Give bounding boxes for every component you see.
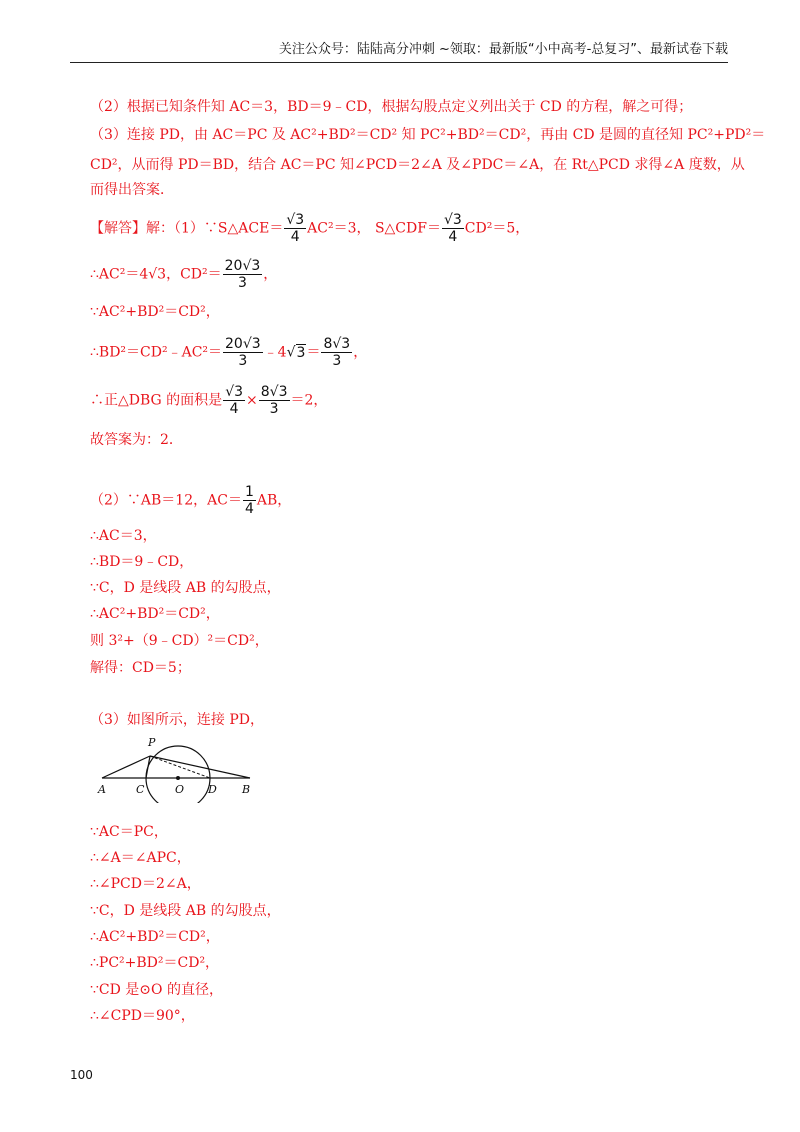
fraction-denominator: 4 bbox=[448, 229, 458, 245]
fraction-sqrt3-over-4-c bbox=[223, 384, 245, 417]
fraction-8sqrt3-over-3-b bbox=[259, 384, 290, 417]
fraction-8sqrt3-over-3 bbox=[321, 336, 352, 369]
fraction-sqrt3-over-4 bbox=[284, 212, 306, 245]
solution-line5: ∴正△DBG 的面积是 $\frac{√3}{4}$ × $\frac{8√3}{3}$ ＝2， bbox=[90, 384, 328, 417]
part3-line5: ∵C，D 是线段 AB 的勾股点， bbox=[90, 903, 281, 919]
analysis-part3-line3: 而得出答案． bbox=[90, 182, 174, 198]
part2-line5: ∴AC²+BD²＝CD²， bbox=[90, 606, 220, 622]
segment-pb bbox=[150, 756, 250, 778]
fraction-numerator: √3 bbox=[443, 212, 462, 228]
part2-line7: 解得：CD＝5； bbox=[90, 660, 191, 676]
part2-given: （2）∵AB＝12，AC＝ bbox=[90, 492, 242, 509]
segment-pc bbox=[146, 756, 150, 778]
label-b: B bbox=[242, 783, 251, 796]
bd2-expression: ∴BD²＝CD²﹣AC²＝ bbox=[90, 344, 223, 361]
fraction-1-over-4 bbox=[243, 484, 256, 517]
solution-line3: ∵AC²+BD²＝CD²， bbox=[90, 304, 220, 320]
page-number: 100 bbox=[70, 1068, 93, 1082]
part3-line9: ∴∠CPD＝90°， bbox=[90, 1008, 195, 1024]
solution-line1 bbox=[90, 212, 728, 245]
fraction-numerator: √3 bbox=[225, 384, 244, 400]
area-result: ＝2， bbox=[290, 392, 328, 409]
fraction-numerator: 8√3 bbox=[323, 336, 351, 352]
fraction-denominator: 3 bbox=[238, 275, 247, 291]
part2-line4: ∵C，D 是线段 AB 的勾股点， bbox=[90, 580, 281, 596]
ac2-eq-3: AC²＝3， bbox=[307, 220, 371, 237]
solution-line2: ∴AC²＝4√3，CD²＝ $\frac{20√3}{3}$ ， bbox=[90, 258, 278, 291]
page-header bbox=[70, 40, 728, 63]
analysis-part3-line1: （3）连接 PD，由 AC＝PC 及 AC²+BD²＝CD² 知 PC²+BD²＝CD²，再由 CD 是圆的直径知 PC²+PD²＝ bbox=[90, 127, 766, 143]
fraction-denominator: 4 bbox=[229, 401, 239, 417]
fraction-numerator: 8√3 bbox=[260, 384, 288, 400]
geometry-diagram bbox=[90, 733, 265, 803]
segment-ap bbox=[102, 756, 150, 778]
solution-prefix: 解：（1）∵ bbox=[146, 220, 218, 237]
part3-line2: ∵AC＝PC， bbox=[90, 824, 168, 840]
area-label: ∴正△DBG 的面积是 bbox=[90, 392, 223, 409]
part2-line1 bbox=[90, 484, 728, 517]
fraction-20sqrt3-over-3 bbox=[223, 258, 263, 291]
fraction-denominator: 3 bbox=[269, 401, 279, 417]
ac2-value: ∴AC²＝4√3，CD²＝ bbox=[90, 266, 222, 283]
analysis-part3-line2: CD²，从而得 PD＝BD，结合 AC＝PC 知∠PCD＝2∠A 及∠PDC＝∠A，在 Rt△PCD 求得∠A 度数，从 bbox=[90, 157, 745, 173]
label-d: D bbox=[208, 783, 217, 796]
fraction-denominator: 4 bbox=[244, 501, 254, 517]
analysis-part2: （2）根据已知条件知 AC＝3，BD＝9﹣CD，根据勾股点定义列出关于 CD 的方程，解之可得； bbox=[90, 99, 693, 115]
fraction-numerator: 1 bbox=[244, 484, 254, 500]
s-ace: S△ACE＝ bbox=[217, 220, 284, 237]
fraction-numerator: √3 bbox=[286, 212, 305, 228]
header-text: 关注公众号：陆陆高分冲刺 ~领取：最新版“小中高考-总复习”、最新试卷下载 bbox=[278, 42, 728, 57]
s-cdf: S△CDF＝ bbox=[374, 220, 441, 237]
part3-line7: ∴PC²+BD²＝CD²， bbox=[90, 955, 220, 971]
part2-line6: 则 3²+（9﹣CD）²＝CD²， bbox=[90, 633, 269, 649]
label-c: C bbox=[136, 783, 145, 796]
fraction-denominator: 3 bbox=[238, 353, 248, 369]
fraction-denominator: 3 bbox=[332, 353, 342, 369]
part3-line1: （3）如图所示，连接 PD， bbox=[90, 712, 265, 728]
solution-label: 【解答】 bbox=[90, 220, 146, 237]
label-a: A bbox=[98, 783, 106, 796]
fraction-20sqrt3-over-3-b bbox=[223, 336, 263, 369]
part3-line4: ∴∠PCD＝2∠A， bbox=[90, 876, 201, 892]
fraction-sqrt3-over-4-b bbox=[442, 212, 464, 245]
part3-line8: ∵CD 是⊙O 的直径， bbox=[90, 982, 223, 998]
label-o: O bbox=[175, 783, 185, 796]
fraction-denominator: 4 bbox=[290, 229, 300, 245]
fraction-numerator: 20√3 bbox=[224, 258, 261, 274]
solution-line4: ∴BD²＝CD²﹣AC²＝ $\frac{20√3}{3}$ ﹣4√3＝ $\frac{8√3}{3}$ ， bbox=[90, 336, 368, 369]
part3-line6: ∴AC²+BD²＝CD²， bbox=[90, 929, 220, 945]
fraction-numerator: 20√3 bbox=[225, 336, 261, 352]
part2-line3: ∴BD＝9﹣CD， bbox=[90, 554, 194, 570]
part2-line2: ∴AC＝3， bbox=[90, 528, 157, 544]
center-point-o bbox=[176, 776, 180, 780]
answer-line: 故答案为：2． bbox=[90, 432, 183, 448]
cd2-eq-5: CD²＝5， bbox=[464, 220, 530, 237]
part2-given-end: AB， bbox=[256, 492, 292, 509]
part3-line3: ∴∠A＝∠APC， bbox=[90, 850, 191, 866]
label-p: P bbox=[148, 736, 156, 749]
sqrt3: √3 bbox=[286, 344, 306, 361]
